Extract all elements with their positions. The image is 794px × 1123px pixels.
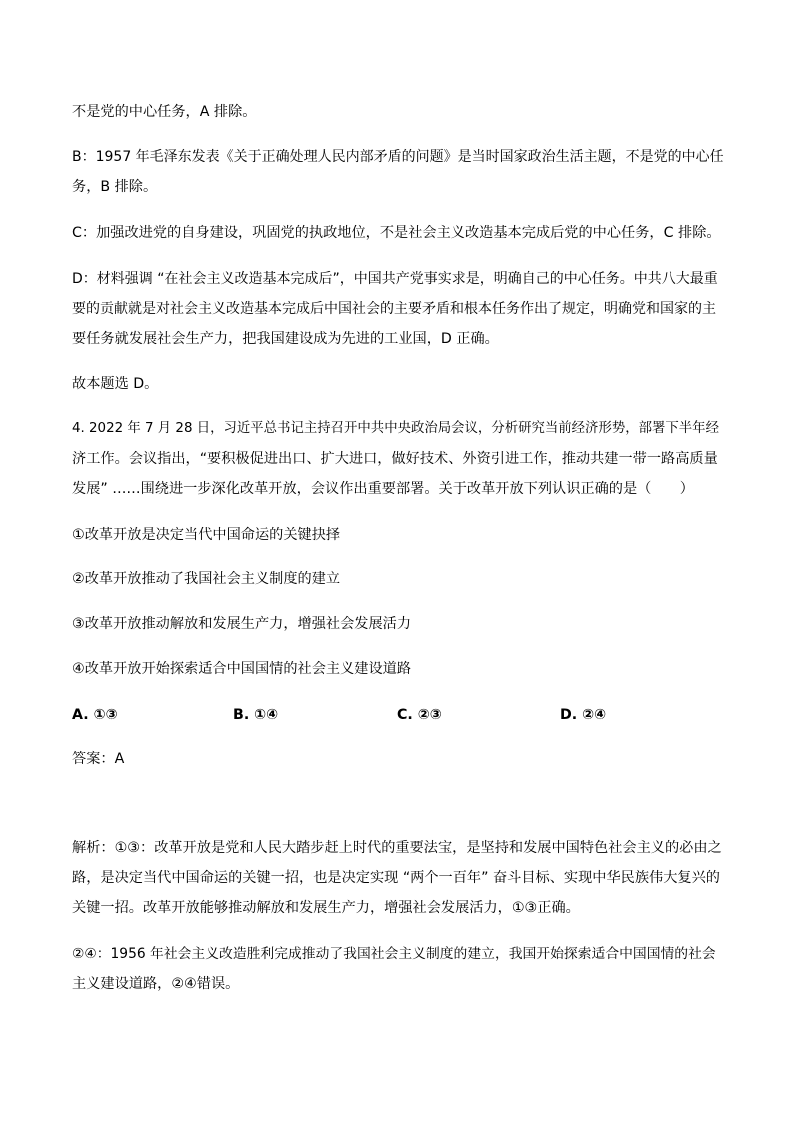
text-line: ③改革开放推动解放和发展生产力，增强社会发展活力 bbox=[72, 616, 412, 632]
text-line: D：材料强调 “在社会主义改造基本完成后”，中国共产党事实求是，明确自己的中心任务。中共八大最重 bbox=[72, 271, 718, 287]
analysis-option-a-tail bbox=[72, 97, 724, 127]
option-b: B. ①④ bbox=[233, 707, 279, 723]
text-line: ④改革开放开始探索适合中国国情的社会主义建设道路 bbox=[72, 661, 412, 677]
option-c: C. ②③ bbox=[397, 707, 442, 723]
text-line: 解析：①③：改革开放是党和人民大踏步赶上时代的重要法宝，是坚持和发展中国特色社会主义的必由之 bbox=[72, 840, 722, 856]
text-line: 要的贡献就是对社会主义改造基本完成后中国社会的主要矛盾和根本任务作出了规定，明确党和国家的主 bbox=[72, 301, 716, 317]
text-line: 务，B 排除。 bbox=[72, 179, 158, 195]
option-a: A. ①③ bbox=[72, 707, 118, 723]
text-line: 不是党的中心任务，A 排除。 bbox=[72, 104, 257, 120]
text-line: ②④：1956 年社会主义改造胜利完成推动了我国社会主义制度的建立，我国开始探索适合中国国情的社会 bbox=[72, 946, 716, 962]
text-line: C：加强改进党的自身建设，巩固党的执政地位，不是社会主义改造基本完成后党的中心任务，C 排除。 bbox=[72, 225, 721, 241]
text-line: 4. 2022 年 7 月 28 日，习近平总书记主持召开中共中央政治局会议，分析研究当前经济形势，部署下半年经 bbox=[72, 421, 719, 436]
text-line: ②改革开放推动了我国社会主义制度的建立 bbox=[72, 571, 341, 587]
text-line: 关键一招。改革开放能够推动解放和发展生产力，增强社会发展活力，①③正确。 bbox=[72, 900, 580, 916]
analysis-option-b bbox=[72, 142, 724, 202]
statement-1 bbox=[72, 520, 724, 550]
analysis-1-3 bbox=[72, 833, 724, 923]
text-line: 济工作。会议指出，“要积极促进出口、扩大进口，做好技术、外资引进工作，推动共建一带一路高质量 bbox=[72, 451, 718, 467]
analysis-option-c bbox=[72, 218, 724, 248]
answer bbox=[72, 744, 724, 774]
option-d: D. ②④ bbox=[560, 707, 607, 723]
text-line: 故本题选 D。 bbox=[72, 376, 159, 392]
analysis-2-4 bbox=[72, 939, 724, 999]
statement-2 bbox=[72, 564, 724, 594]
answer-options bbox=[72, 700, 724, 730]
text-line: 答案：A bbox=[72, 751, 125, 767]
text-line: 主义建设道路，②④错误。 bbox=[72, 976, 240, 992]
text-line: 路，是决定当代中国命运的关键一招，也是决定实现 “两个一百年” 奋斗目标、实现中华民族伟大复兴的 bbox=[72, 870, 720, 886]
question-4-stem bbox=[72, 414, 724, 504]
text-line: 要任务就发展社会生产力，把我国建设成为先进的工业国，D 正确。 bbox=[72, 331, 499, 347]
text-line: B：1957 年毛泽东发表《关于正确处理人民内部矛盾的问题》是当时国家政治生活主题，不是党的中心任 bbox=[72, 149, 724, 165]
analysis-option-d bbox=[72, 264, 724, 354]
text-line: ①改革开放是决定当代中国命运的关键抉择 bbox=[72, 527, 341, 543]
statement-4 bbox=[72, 654, 724, 684]
conclusion bbox=[72, 369, 724, 399]
text-line: 发展” ……围绕进一步深化改革开放，会议作出重要部署。关于改革开放下列认识正确的是（ ） bbox=[72, 481, 694, 497]
statement-3 bbox=[72, 609, 724, 639]
